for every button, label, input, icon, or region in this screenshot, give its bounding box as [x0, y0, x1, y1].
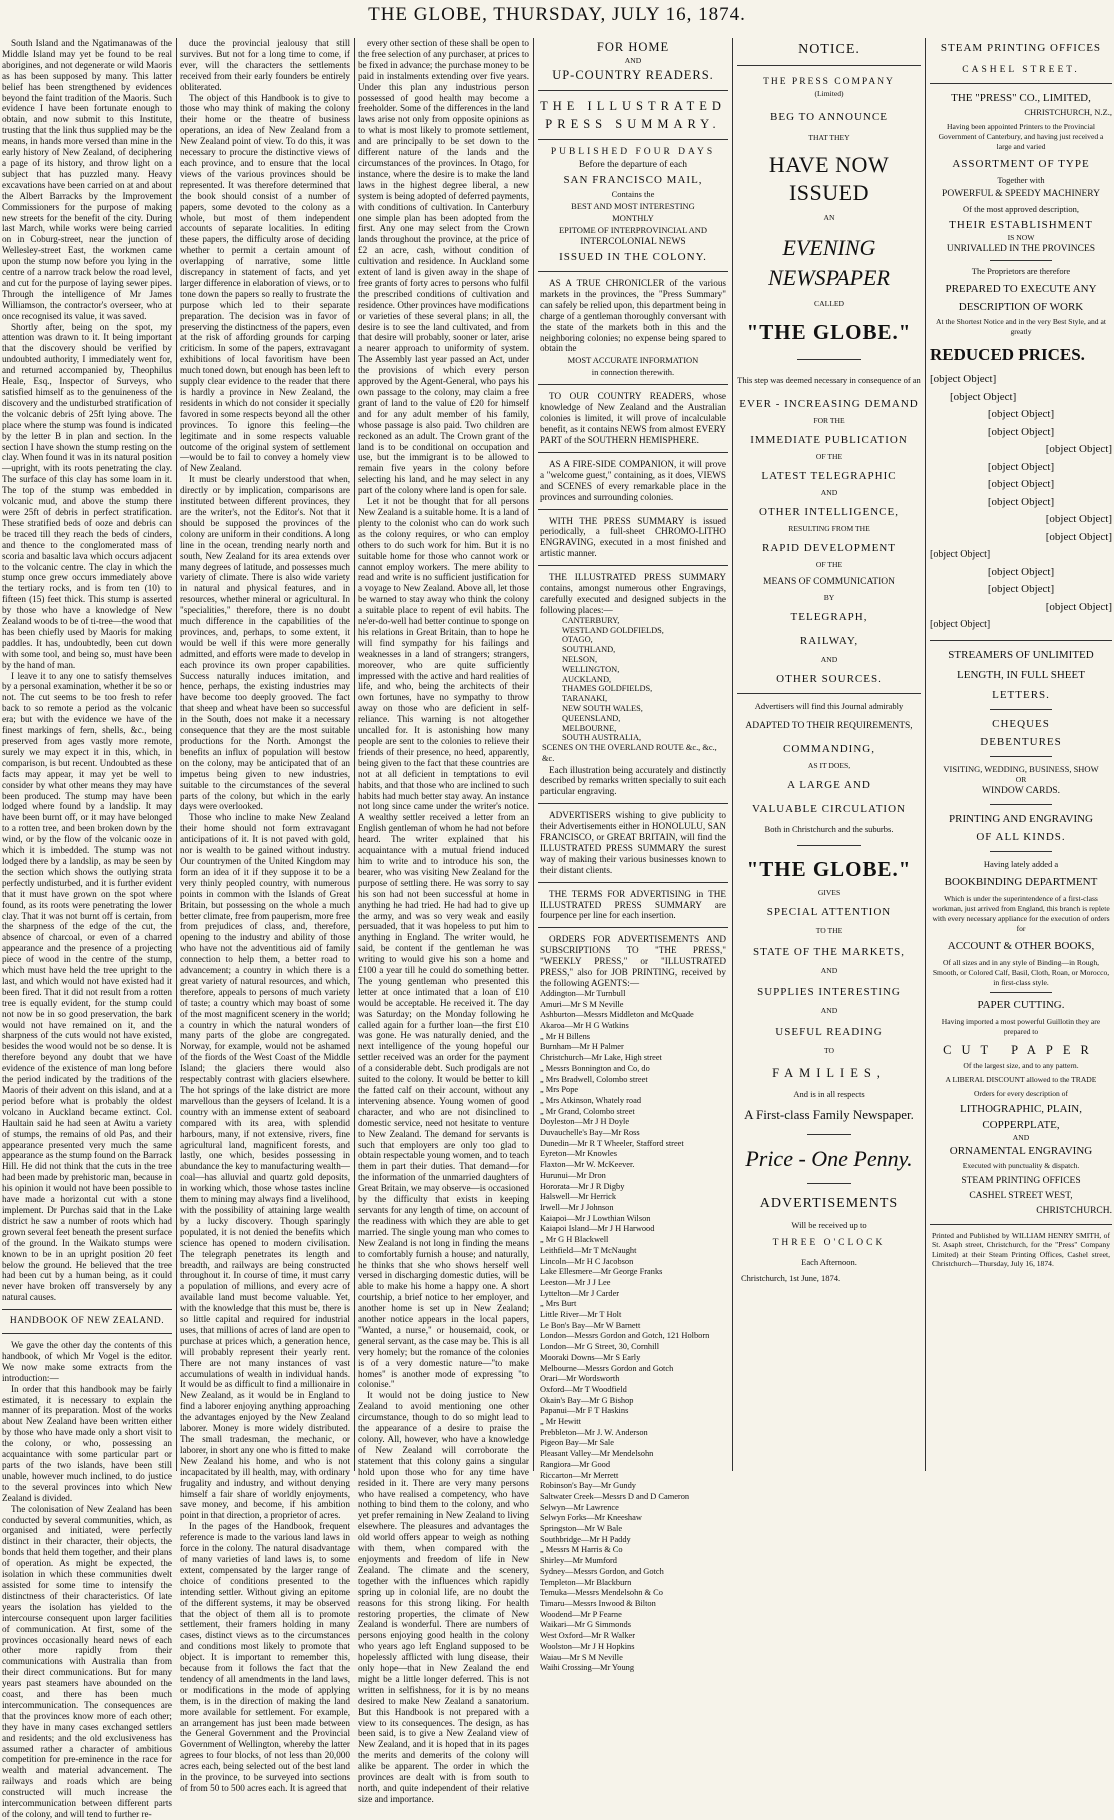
- article-paragraph: Let it not be thought that for all persons New Zealand is a suitable home. It is a land of plenty to the colonist who can do work such as the colony requires, or who can employ others to do such work for him. But it is no suitable home for those who cannot work or cannot employ workers. The mere ability to read and write is no sufficient justification for a voyage to New Zealand. Above all, let those be warned to stay away who think the colony a suitable place to repent of evil habits. The ne'er-do-well had better continue to sponge on his relations in Great Britain, than to hope he will find sympathy for his failings and weaknesses in a land of strangers; strangers, moreover, who are quite sufficiently impressed with the active and hard realities of life, and who, being the architects of their own fortunes, have no sympathy to throw away on those who are deficient in self-reliance. This warning is not altogether uncalled for. It is astonishing how many people are sent to the colonies to relieve their friends of their presence, no heed, apparently, being given to the fact that these countries are not at all deficient in temptations to evil habits, and that those who are inclined to such habits had much better stay away. An instance not long since came under the writer's notice. A wealthy settler received a letter from an English gentleman of whom he had not before heard. The writer explained that his acquaintance with a mutual friend induced him to write and to introduce his son, the bearer, who was visiting New Zealand for the purpose of settling there. He was sorry to say his son had not been successful at home in anything he had tried. He had had to give up the army, and was so very weak and easily persuaded, that it was hopeless to put him to anything in England. The writer would, he said, be content if the gentleman he was writing to would give his son a home and £100 a year till he could do something better. The young gentleman who presented this letter at once intimated that a loan of £10 would be acceptable. He received it. The day was Saturday; on the Monday following he called again for a further loan—the first £10 was gone. He was naturally denied, and the next intelligence of the young hopeful our settler received was an order for the payment of a considerable debt. Such prodigals are not suited to the colony. It would be better to kill the fatted calf on their account, without any intervening absence. Young women of good character, and who are not disinclined to domestic service, need not hesitate to venture to New Zealand. The demand for servants is such that employers are only too glad to obtain respectable young women, and to teach them in part their duties. That demand—for the information of the unmarried daughters of Great Britain, we may observe—is occasioned by the difficulty that exists in keeping servants for any length of time, on account of the readiness with which they are able to get married. The single young man who comes to New Zealand is not long in finding the means to comfortably furnish a house; and naturally, he thinks that she who shows herself well versed in discharging domestic duties, will be able to make his home a happy one. A short courtship, a brief notice to her employer, and another home is set up in New Zealand; another notice appears in the local papers, "Wanted, a nurse," or housemaid, cook, or general servant, as the case may be. This is all very homely; but the romance of the colonies is of a very domestic nature—"to make homes" is another mode of expressing "to colonise.": [358, 496, 529, 1390]
- agent-item: Oxford—Mr T Woodfield: [540, 1384, 627, 1394]
- ad-line: OF THE: [815, 560, 843, 569]
- column-3: [358, 38, 529, 1804]
- agent-item: Kaiapoi—Mr J Lowthian Wilson: [540, 1213, 651, 1223]
- ad-line: COMMANDING,: [783, 743, 875, 755]
- agent-item: Kaiapoi Island—Mr J H Harwood: [540, 1224, 655, 1234]
- agent-item: Christchurch—Mr Lake, High street: [540, 1053, 662, 1063]
- agent-item: „ Mrs Burt: [540, 1299, 577, 1309]
- agent-item: Flaxton—Mr W. McKeever.: [540, 1160, 635, 1170]
- divider: [930, 1224, 1112, 1225]
- agent-item: Little River—Mr T Holt: [540, 1310, 622, 1320]
- ad-line: AND: [624, 56, 642, 65]
- imprint: Printed and Published by WILLIAM HENRY SMITH, of St. Asaph street, Christchurch, for the "Press" Company Limited) at their Steam Printing Offices, Cashel street, Christchurch—Thursday, July 16, 1874.: [932, 1230, 1110, 1268]
- place-item: TARANAKI,: [562, 694, 608, 704]
- agent-item: London—Mr G Street, 30, Cornhill: [540, 1342, 660, 1352]
- divider: [737, 693, 921, 694]
- divider: [990, 260, 1052, 261]
- divider: [990, 756, 1052, 757]
- ad-line: PRINTING AND ENGRAVING: [948, 812, 1094, 825]
- ad-line: POWERFUL & SPEEDY MACHINERY: [942, 189, 1100, 199]
- print-item: [object Object]: [987, 583, 1055, 595]
- ad-line: Having imported a most powerful Guillotin they are prepared to: [941, 1016, 1101, 1036]
- ad-line: RAILWAY,: [799, 635, 859, 647]
- column-rule: [354, 38, 355, 1471]
- column-2: [180, 38, 350, 1793]
- ad-line: OTHER INTELLIGENCE,: [759, 506, 899, 518]
- ad-line: VALUABLE CIRCULATION: [752, 803, 906, 815]
- agent-item: Lincoln—Mr H C Jacobson: [540, 1256, 634, 1266]
- ad-line: TELEGRAPH,: [790, 611, 868, 623]
- article-paragraph: The object of this Handbook is to give to those who may think of making the colony their home or the theatre of business operations, an idea of New Zealand from a New Zealand point of view. To do this, it was necessary to procure the distinctive views of each province, and to ensure that the local views of the various provinces should be represented. It was therefore determined that the book should consist of a number of papers, some devoted to the colony as a whole, but most of them independent accounts of separate localities. In editing these papers, the difficulty arose of deciding whether to permit a certain amount of overlapping of narrative, some little discrepancy in statement of facts, and yet larger difference in elaboration of views, or to tone down the papers so really to frustrate the purpose which led to their separate preparation. The decision was in favor of preserving the distinctness of the papers, even at the risk of affording grounds for carping criticism. In some of the papers, extravagant exhibitions of local favoritism have been much toned down, but enough has been left to supply clear evidence to the reader that there is hardly a province in New Zealand, the residents in which do not consider it specially favored in some respects beyond all the other provinces. To ignore this feeling—the legitimate and in some respects valuable outcome of the original system of settlement—would be to fail to convey a homely view of New Zealand.: [180, 92, 350, 474]
- ad-line: THEIR ESTABLISHMENT: [949, 219, 1093, 231]
- agent-item: „ Mrs Bradwell, Colombo street: [540, 1074, 648, 1084]
- article-paragraph: We gave the other day the contents of this handbook, of which Mr Vogel is the editor. We now make some extracts from the introduction:—: [2, 1340, 172, 1383]
- agent-item: Ashburton—Messrs Middleton and McQuade: [540, 1010, 694, 1020]
- agent-item: Woodend—Mr P Fearne: [540, 1609, 622, 1619]
- divider: [538, 384, 728, 385]
- ad-line: BEG TO ANNOUNCE: [770, 111, 888, 123]
- ad-line: CHRISTCHURCH, N.Z.,: [1024, 107, 1112, 117]
- ad-line: FOR HOME: [596, 40, 670, 54]
- agent-item: „ Mrs Atkinson, Whately road: [540, 1095, 642, 1105]
- print-items: [930, 371, 1112, 634]
- ad-line: RESULTING FROM THE: [788, 524, 870, 533]
- ad-paragraph: AS A FIRE-SIDE COMPANION, it will prove a "welcome guest," containing, as it does, VIEWS and SCENES of every remarkable place in the provinces and surrounding colonies.: [540, 458, 726, 502]
- print-item: [object Object]: [987, 565, 1055, 578]
- place-item: THAMES GOLDFIELDS,: [562, 684, 653, 694]
- place-item: AUCKLAND,: [562, 674, 612, 684]
- column-rule: [533, 38, 534, 1471]
- ad-line: CASHEL STREET.: [962, 65, 1080, 75]
- divider: [930, 83, 1112, 84]
- ad-line: EVER - INCREASING DEMAND: [739, 398, 919, 410]
- ad-line: LENGTH, IN FULL SHEET: [957, 668, 1085, 681]
- print-item: [object Object]: [987, 408, 1055, 420]
- ad-line: AND: [820, 655, 838, 664]
- ad-line: RAPID DEVELOPMENT: [761, 542, 897, 554]
- ad-line: LATEST TELEGRAPHIC: [761, 470, 897, 482]
- agent-item: „ Mr G H Blackwell: [540, 1235, 609, 1245]
- print-item: [object Object]: [950, 390, 1017, 403]
- agent-item: Leithfield—Mr T McNaught: [540, 1245, 637, 1255]
- ad-line: OF ALL KINDS.: [976, 830, 1066, 843]
- divider: [737, 65, 921, 66]
- place-item: OTAGO,: [562, 635, 593, 645]
- ad-line: Of the most approved description,: [963, 204, 1079, 214]
- agent-item: Melbourne—Messrs Gordon and Gotch: [540, 1363, 674, 1373]
- agent-item: Woolston—Mr J H Hopkins: [540, 1641, 635, 1651]
- handbook-heading: HANDBOOK OF NEW ZEALAND.: [9, 1316, 165, 1327]
- ad-line: This step was deemed necessary in consequence of an: [737, 375, 921, 385]
- article-paragraph: In order that this handbook may be fairly estimated, it is necessary to explain the manner of its preparation. Most of the works about New Zealand have been written either by those who have made only a short visit to the colony, or who, possessing an acquaintance with some particular part or parts of the two islands, have been still unable, however much inclined, to do justice to the several provinces into which New Zealand is divided.: [2, 1383, 172, 1503]
- ad-line: STREAMERS OF UNLIMITED: [948, 648, 1094, 661]
- agent-item: Orari—Mr Wordsworth: [540, 1374, 620, 1384]
- article-paragraph: In the pages of the Handbook, frequent reference is made to the various land laws in force in the colony. The natural disadvantage of many varieties of land laws is, to some extent, compensated by the larger range of choice of conditions presented to the intending settler. Without giving an epitome of the different systems, it may be observed that the object of them all is to promote settlement, their framers holding in many cases, distinct views as to the circumstances and conditions most likely to promote that object. It is important to remember this, because from it follows the fact that the tendency of all amendments in the land laws, or modifications in the mode of applying them, is in the direction of making the land more available for settlement. For example, an arrangement has just been made between the General Government and the Provincial Government of Wellington, whereby the latter agrees to four blocks, of not less than 20,000 acres each, being selected out of the best land in the province, to be surveyed into sections of from 50 to 500 acres each. It is agreed that: [180, 1521, 350, 1793]
- ad-line: Of the largest size, and to any pattern.: [963, 1060, 1079, 1070]
- ad-line: CHRISTCHURCH.: [1036, 1205, 1112, 1216]
- ad-line: THREE O'CLOCK: [772, 1238, 886, 1248]
- ad-title: STEAM PRINTING OFFICES: [940, 42, 1102, 54]
- ad-line: Executed with punctuality & dispatch.: [962, 1160, 1080, 1170]
- ad-line: ASSORTMENT OF TYPE: [952, 158, 1090, 170]
- agent-item: Papanui—Mr F T Haskins: [540, 1406, 629, 1416]
- divider: [990, 709, 1052, 710]
- column-1: [2, 38, 172, 1819]
- globe-notice-ad: [737, 38, 921, 1473]
- ad-line: Before the departure of each: [578, 160, 688, 170]
- ad-line: FOR THE: [813, 416, 845, 425]
- divider: [538, 90, 728, 91]
- agent-item: Eyreton—Mr Knowles: [540, 1149, 617, 1159]
- print-item: [object Object]: [930, 549, 991, 560]
- divider: [797, 845, 861, 846]
- ad-line: MOST ACCURATE INFORMATION: [567, 355, 699, 366]
- article-paragraph: Shortly after, being on the spot, my attention was drawn to it. It being important that the discovery should be verified by undoubted authority, I immediately went for, and returned accompanied by, Theophilus Heale, Esq., Inspector of Surveys, who satisfied himself as to the genuineness of the discovery and the undisturbed stratification of the volcanic debris of 25ft lying above. The place where the stump was found is indicated by the letter B in plan and section. In the section I have shown the stump resting on the clay. When found it was in its natural position—upright, with its roots penetrating the clay. The surface of this clay has some loam in it. The top of the stump was embedded in volcanic mud, and above the stump there were 25ft of debris in perfect stratification. These stratified beds of ooze and debris can be traced till they reach the beds of cinders, and thence to the conglomerated mass of scoria and basaltic lava which occurs adjacent to the volcanic centre. The clay in which the stump once grew occurs immediately above the tertiary rocks, and is from ten (10) to fifteen (15) feet thick. This stump is asserted by those who have a knowledge of New Zealand woods to be of ti-tree—the wood that has been chiefly used by Maoris for making paddles. It has, undoubtedly, been cut down with some tool, and being so, must have been by the hand of man.: [2, 321, 172, 670]
- ad-line: SPECIAL ATTENTION: [766, 906, 892, 918]
- ad-headline: REDUCED PRICES.: [930, 345, 1085, 364]
- ad-line: ADAPTED TO THEIR REQUIREMENTS,: [745, 721, 913, 731]
- print-item: [object Object]: [1045, 513, 1112, 525]
- agent-item: „ Mrs Pope: [540, 1085, 579, 1095]
- article-paragraph: It must be clearly understood that when, directly or by implication, comparisons are instituted between different provinces, they are the writer's, not the Editor's. Not that it should be supposed the provinces of the colony are uniform in their conditions. A long line in the ocean, trending nearly north and south, New Zealand for its area extends over many degrees of latitude, and possesses much variety of climate. There is also wide variety in natural and physical features, and in resources, whether mineral or agricultural. In "specialities," therefore, there is no doubt much difference in the capabilities of the provinces, and, perhaps, to some extent, it would be well if this were more generally admitted, and efforts were made to develop in each province its own proper capabilities. Success naturally induces imitation, and hence, perhaps, the existing industries may have become too deeply grooved. The fact that sheep and wheat have been so successful in the South, does not make it a necessary consequence that they are the most suitable productions for the North. Amongst the benefits an influx of population will bestow on the colony, may be anticipated that of an impetus being given to new industries, suitable to the circumstances of the several parts of the colony, but which in the early days were overlooked.: [180, 474, 350, 812]
- place-item: QUEENSLAND,: [562, 713, 621, 723]
- ad-line: SUPPLIES INTERESTING: [757, 986, 901, 998]
- agent-item: Hurunui—Mr Dron: [540, 1170, 606, 1180]
- print-item: [object Object]: [930, 619, 991, 630]
- ad-line: LITHOGRAPHIC, PLAIN,: [960, 1102, 1082, 1115]
- agent-item: Waiau—Mr S M Neville: [540, 1652, 623, 1662]
- ad-line: COPPERPLATE,: [982, 1118, 1060, 1131]
- ad-line: DESCRIPTION OF WORK: [958, 301, 1084, 313]
- column-rule: [176, 38, 177, 1471]
- agent-item: Riccarton—Mr Merrett: [540, 1470, 619, 1480]
- ad-line: STEAM PRINTING OFFICES: [961, 1175, 1081, 1186]
- agent-item: Burnham—Mr H Palmer: [540, 1042, 624, 1052]
- ad-line: BEST AND MOST INTERESTING: [571, 201, 695, 211]
- ad-line: LETTERS.: [992, 688, 1050, 701]
- ad-line: UNRIVALLED IN THE PROVINCES: [946, 244, 1096, 254]
- print-item: [object Object]: [987, 495, 1055, 508]
- globe-title: "THE GLOBE.": [746, 320, 912, 344]
- ad-line: in connection therewith.: [591, 367, 675, 378]
- ad-line: At the Shortest Notice and in the very Best Style, and at greatly: [936, 317, 1106, 336]
- column-rule: [732, 38, 733, 1471]
- divider: [2, 1333, 172, 1334]
- divider: [930, 640, 1112, 641]
- agent-item: Prebbleton—Mr J. W. Anderson: [540, 1427, 648, 1437]
- agent-item: Temuka—Messrs Mendelsohn & Co: [540, 1588, 663, 1598]
- agent-item: „ Mr H Billens: [540, 1031, 591, 1041]
- article-paragraph: duce the provincial jealousy that still survives. But not for a long time to come, if ever, will the characters the settlements received from their early founders be entirely obliterated.: [180, 38, 350, 92]
- ad-paragraph: ORDERS FOR ADVERTISEMENTS AND SUBSCRIPTIONS TO "THE PRESS," "WEEKLY PRESS," or "ILLUSTRATED PRESS," also for JOB PRINTING, received by the following AGENTS:—: [540, 934, 726, 989]
- print-item: [object Object]: [987, 478, 1055, 490]
- ad-paragraph: THE TERMS FOR ADVERTISING in THE ILLUSTRATED PRESS SUMMARY are fourpence per line for each insertion.: [540, 888, 726, 921]
- ad-line: A LIBERAL DISCOUNT allowed to the TRADE: [945, 1074, 1097, 1084]
- agent-item: Timaru—Messrs Inwood & Bilton: [540, 1599, 656, 1608]
- print-item: [object Object]: [987, 460, 1055, 473]
- scenes-line: SCENES ON THE OVERLAND ROUTE &c., &c., &c.: [542, 743, 717, 763]
- ad-line: AN: [823, 213, 835, 222]
- globe-title: "THE GLOBE.": [746, 857, 912, 881]
- place-item: WELLINGTON,: [562, 664, 620, 674]
- article-paragraph: The colonisation of New Zealand has been conducted by several communities, which, as organised and initiated, were perfectly distinct in their character, their objects, the bonds that held them together, and their plans of operation. As might be expected, the isolation in which these communities dwelt assisted for some time to intensify the distinctness of their characteristics. Of late years the isolation has yielded to the intercourse consequent upon larger facilities of communication. At first, some of the provinces occasionally heard news of each other more rapidly from their communications with Australia than from their direct communications. But for many years past steamers have abounded on the coast, and there has been much intercommunication. The consequences are that the provinces know more of each other; they have in many cases exchanged settlers and residents; and the old exclusiveness has assumed rather a character of ambitious competition for pre-eminence in the race for wealth and material advancement. The railways and roads which are being constructed will much increase the intercommunication between different parts of the colony, and will tend to further re-: [2, 1503, 172, 1819]
- article-paragraph: Those who incline to make New Zealand their home should not form extravagant anticipations of it. It is not paved with gold, nor is wealth to be gained without industry. Our countrymen of the United Kingdom may form an idea of it if they suppose it to be a very thinly peopled country, with numerous points in common with the Islands of Great Britain, but possessing on the whole a much better climate, free from pauperism, more free from prejudices of class, and, therefore, opening to the industry and ability of those who have not the adventitious aid of family connection to help them, a better road to advancement; a country in which there is a great variety of natural resources, and which, therefore, appeals to persons of much variety of taste; a country which may boast of some of the most magnificent scenery in the world; a country in which the natural wonders of many parts of the globe are congregated. Norway, for example, would not be ashamed of the fiords of the West Coast of the Middle Island; the glaciers there would also respectably contrast with glaciers elsewhere. The hot springs of the lake district are more marvellous than the geysers of Iceland. It is a country with an immense extent of seaboard compared with its area, with splendid harbours, many, if not extensive, rivers, fine agricultural land, magnificent forests, and lastly, one which, besides possessing in abundance the key to manufacturing wealth—coal—has alluvial and quartz gold deposits, in working which, those whose tastes incline them to mining may always find a livelihood, with the possibility of attaining large wealth by a lucky discovery. Though sparingly populated, it is not denied the benefits which science has opened to modern civilisation. The telegraph penetrates its length and breadth, and railways are being constructed throughout it. In course of time, it must carry a population of millions, and every acre of available land must become valuable. Yet, with the knowledge that this must be, there is so little capital and required for industrial uses, that millions of acres of land are open to purchase at prices which, a generation hence, will probably represent their yearly rent. There are not many instances of vast accumulations of wealth in individual hands. It would be as difficult to find a millionaire in New Zealand, as it would be in England to find a laborer enjoying anything approaching the advantages enjoyed by the New Zealand laborer. Money is more widely distributed. The small tradesman, the mechanic, or laborer, in short any one who is fitted to make New Zealand his home, and who is not incapacitated by ill health, may, with ordinary frugality and industry, and without denying himself a fair share of worldly enjoyments, save money, and become, if his ambition point in that direction, a proprietor of acres.: [180, 812, 350, 1521]
- places-list: [538, 616, 728, 743]
- ad-line: BY: [823, 593, 835, 602]
- agent-item: London—Messrs Gordon and Gotch, 121 Holborn: [540, 1331, 710, 1341]
- divider: [538, 803, 728, 804]
- place-item: SOUTH AUSTRALIA,: [562, 733, 642, 743]
- ad-line: THE PRESS COMPANY: [763, 77, 895, 87]
- ad-line: MEANS OF COMMUNICATION: [763, 577, 895, 587]
- ad-line: ORNAMENTAL ENGRAVING: [949, 1144, 1093, 1157]
- place-item: NELSON,: [562, 654, 598, 664]
- ad-line: CALLED: [814, 299, 844, 308]
- agent-item: Addington—Mr Turnbull: [540, 988, 626, 998]
- ad-line: Having been appointed Printers to the Provincial Government of Canterbury, and having just received a large and varied: [938, 122, 1104, 151]
- ad-line: AND: [820, 488, 838, 497]
- agent-item: Waikari—Mr G Simmonds: [540, 1620, 631, 1630]
- divider: [990, 851, 1052, 852]
- divider: [538, 452, 728, 453]
- ad-headline: HAVE NOW ISSUED: [768, 152, 890, 205]
- print-item: [object Object]: [930, 373, 997, 385]
- agent-item: Hororata—Mr J R Digby: [540, 1181, 625, 1191]
- ad-line: Which is under the superintendence of a first-class workman, just arrived from England, this branch is replete with every necessary appliance for the execution of orders for: [932, 893, 1110, 933]
- agent-item: Duvauchelle's Bay—Mr Ross: [540, 1128, 640, 1138]
- ad-line: Of all sizes and in any style of Binding—in Rough, Smooth, or Colored Calf, Basil, Cloth, Roan, or Morocco, in first-class style.: [932, 957, 1110, 987]
- divider: [538, 509, 728, 510]
- ad-line: GIVES: [817, 888, 841, 897]
- ad-line: Orders for every description of: [973, 1088, 1069, 1098]
- agent-item: Robinson's Bay—Mr Gundy: [540, 1481, 636, 1491]
- ad-line: VISITING, WEDDING, BUSINESS, SHOW: [943, 763, 1099, 774]
- ad-line: OR: [1015, 774, 1027, 784]
- agent-item: Shirley—Mr Mumford: [540, 1556, 617, 1566]
- divider: [990, 804, 1052, 805]
- press-summary-ad: [538, 38, 728, 1673]
- place-item: WESTLAND GOLDFIELDS,: [562, 625, 664, 635]
- print-item: [object Object]: [987, 425, 1055, 438]
- agent-item: „ Mr Grand, Colombo street: [540, 1106, 635, 1116]
- ad-line: Having lately added a: [983, 858, 1059, 869]
- column-rule: [925, 38, 926, 1471]
- place-item: MELBOURNE,: [562, 723, 617, 733]
- agent-item: Halswell—Mr Herrick: [540, 1192, 617, 1202]
- ad-line: Each Afternoon.: [801, 1257, 857, 1267]
- ad-paragraph: THE ILLUSTRATED PRESS SUMMARY contains, amongst numerous other Engravings, carefully executed and designed subjects in the following places:—: [540, 572, 726, 615]
- ad-line: EPITOME OF INTERPROVINCIAL AND: [558, 225, 708, 235]
- agent-item: Akaroa—Mr H G Watkins: [540, 1021, 629, 1031]
- divider: [538, 882, 728, 883]
- place-item: CANTERBURY,: [562, 615, 620, 625]
- agent-item: „ Messrs Bonnington and Co, do: [540, 1063, 650, 1073]
- article-paragraph: I leave it to any one to satisfy themselves by a personal examination, whether it be so or not. The cut seems to be too fresh to refer back to so remote a period as the volcanic era; but with the evidence we have of the finest markings of fern, shells, &c., being preserved from ages vastly more remote, surely we may expect it in this, which, in comparison, is but recent. Undoubted as these facts may appear, it may yet be well to consider by what other means they may have been produced. The stump may have been lodged where found by a landslip. It may have been burnt off, or it may have belonged to a rotten tree, and been broken down by the wind, or by the flow of the volcanic ooze in which it is imbedded. The stump was not lodged there by a landslip, as may be seen by the section which shows the outlying strata perfectly undisturbed, and it is further evident that it must have grown on the spot where found, as its roots were penetrating the lower clay. That it was not burnt off is certain, from the sharpness of the edge of the cut, the absence of charcoal, or even of a charred appearance and the presence of a projecting piece of wood in the centre of the stump, which must have held the tree upright to the last, and which would not have existed had it been fired. That it did not result from a rotten tree is equally evident, for the stump could not now be in so good preservation, the bark would not have remained on it, and the sharpness of the cuts would not have existed, besides the wood would not be so dense. It is therefore beyond any doubt that we have evidence of the existence of man long before the period indicated by the traditions of the Maoris of their advent on this island, and at a period before what is probably the oldest volcano in Auckland became extinct. Col. Haultain said he had seen at Awitu a variety of stumps, the remains of old Pas, and their appearance presented very much the same appearance as the stump found on the Barrack Hill. He did not think that the cuts in the tree had been made by prehistoric man, because in his opinion it would not have been possible to have made a horizontal cut with a stone implement. Dr Purchas said that in the Lake district he saw a number of roots which had grown several feet beneath the present surface of the ground. In the Waikato stumps were known to be in an upright position 20 feet below the ground. He believed that the tree had been cut by a human being, as it could never have broken off transversely by any natural causes.: [2, 670, 172, 1303]
- agents-list: [538, 989, 728, 1674]
- ad-line: IMMEDIATE PUBLICATION: [750, 434, 908, 446]
- ad-line: ISSUED IN THE COLONY.: [559, 251, 707, 263]
- notice-heading: NOTICE.: [798, 42, 860, 57]
- divider: [538, 271, 728, 272]
- agent-item: Rangiora—Mr Good: [540, 1459, 611, 1469]
- agent-item: Selwyn—Mr Lawrence: [540, 1502, 619, 1512]
- divider: [538, 927, 728, 928]
- ad-line: AND: [820, 966, 838, 975]
- ad-line: Will be received up to: [791, 1220, 867, 1230]
- ad-headline: EVENING NEWSPAPER: [768, 235, 890, 290]
- divider: [797, 359, 861, 360]
- ad-line: ADVERTISEMENTS: [759, 1196, 899, 1211]
- ad-line: AND: [820, 1006, 838, 1015]
- divider: [538, 565, 728, 566]
- agent-item: Mooraki Downs—Mr S Early: [540, 1352, 641, 1362]
- ad-line: STATE OF THE MARKETS,: [753, 946, 905, 958]
- divider: [538, 139, 728, 140]
- agent-item: Amuri—Mr S M Neville: [540, 999, 624, 1009]
- price-line: Price - One Penny.: [745, 1146, 913, 1171]
- ad-line: TO: [824, 1046, 834, 1055]
- agent-item: Irwell—Mr J Johnson: [540, 1202, 614, 1212]
- ad-line: OTHER SOURCES.: [776, 673, 882, 685]
- ad-line: Advertisers will find this Journal admirably: [754, 701, 904, 711]
- ad-line: DEBENTURES: [980, 735, 1062, 748]
- agent-item: Sydney—Messrs Gordon, and Gotch: [540, 1566, 664, 1576]
- ad-line: A LARGE AND: [787, 779, 871, 791]
- agent-item: Southbridge—Mr H Paddy: [540, 1534, 631, 1544]
- ad-line: ACCOUNT & OTHER BOOKS,: [947, 939, 1095, 952]
- ad-line: And is in all respects: [793, 1089, 865, 1099]
- ad-line: The Proprietors are therefore: [971, 266, 1071, 276]
- agent-item: Pigeon Bay—Mr Sale: [540, 1438, 614, 1448]
- ad-line: FAMILIES,: [772, 1066, 886, 1080]
- ad-line: A First-class Family Newspaper.: [744, 1107, 914, 1122]
- agent-item: Lake Ellesmere—Mr George Franks: [540, 1267, 663, 1277]
- ad-line: BOOKBINDING DEPARTMENT: [944, 875, 1098, 888]
- place-item: NEW SOUTH WALES,: [562, 703, 643, 713]
- ad-date: Christchurch, 1st June, 1874.: [741, 1273, 841, 1283]
- print-item: [object Object]: [1045, 600, 1112, 613]
- printing-offices-ad: [930, 38, 1112, 1473]
- ad-line: SAN FRANCISCO MAIL,: [563, 174, 703, 186]
- ad-line: INTERCOLONIAL NEWS: [580, 237, 686, 247]
- ad-line: CHEQUES: [992, 717, 1050, 730]
- ad-line: Both in Christchurch and the suburbs.: [764, 824, 894, 834]
- agent-item: Dunedin—Mr R T Wheeler, Stafford street: [540, 1138, 684, 1148]
- ad-line: PREPARED TO EXECUTE ANY: [945, 283, 1097, 295]
- ad-line: Contains the: [611, 189, 655, 199]
- divider: [2, 1309, 172, 1310]
- ad-paragraph: AS A TRUE CHRONICLER of the various markets in the provinces, the "Press Summary" can safely be relied upon, this department being in charge of a gentleman thoroughly conversant with the state of the markets both in this and the neighboring colonies; no expense being spared to obtain the: [540, 278, 726, 354]
- masthead: THE GLOBE, THURSDAY, JULY 16, 1874.: [368, 4, 746, 25]
- agent-item: „ Mr Hewitt: [540, 1417, 581, 1427]
- article-paragraph: every other section of these shall be open to the free selection of any purchaser, at prices to be fixed in advance; the purchase money to be paid in instalments extending over five years. Under this plan any industrious person possessed of good health may become a freeholder. Some of the differences in the land laws arise not only from opposite opinions as to what is most likely to promote settlement, and are principally to be set down to the different nature of the lands and the circumstances of the provinces. In Otago, for instance, where the desire is to make the land laws in the highest degree liberal, a new system is being adopted of deferred payments, with conditions of cultivation. In Canterbury one simple plan has been adopted from the first. Any one may select from the Crown lands throughout the province, at the price of £2 an acre, cash, without condition of cultivation and residence. In Auckland some extent of land is given away in the shape of free grants of forty acres to persons who fulfil the prescribed conditions of cultivation and residence. Other provinces have modifications or varieties of these several plans; in all, the desire is to see the land cultivated, and from that desire will probably, sooner or later, arise a nearer approach to uniformity of system. The Assembly last year passed an Act, under the provisions of which every person approved by the Agent-General, who pays his own passage to the colony, may claim a free grant of land to the value of £20 for himself and for any adult member of his family, whose passage is also paid. Two children are reckoned as an adult. The Crown grant of the land is to be conditional on occupation and use, but the immigrant is to be allowed to remain five years in the colony before selecting his land, and he may select in any part of the colony where land is open for sale.: [358, 38, 529, 496]
- ad-title: PRESS SUMMARY.: [545, 117, 721, 131]
- agent-item: Saltwater Creek—Messrs D and D Cameron: [540, 1491, 690, 1501]
- ad-line: IS NOW: [1007, 233, 1035, 242]
- ad-line: CASHEL STREET WEST,: [969, 1190, 1073, 1201]
- agent-item: Le Bon's Bay—Mr W Barnett: [540, 1320, 641, 1330]
- agent-item: Springston—Mr W Bale: [540, 1524, 623, 1534]
- ad-paragraph: WITH THE PRESS SUMMARY is issued periodically, a full-sheet CHROMO-LITHO ENGRAVING, executed in a most finished and artistic manner.: [540, 515, 726, 559]
- article-paragraph: It would not be doing justice to New Zealand to avoid mentioning one other circumstance, though to do so might lead to the appearance of a desire to praise the colony. All, however, who have a knowledge of New Zealand will corroborate the statement that this colony gains a singular hold upon those who for any time have resided in it. There are very many persons who have realised a competency, who have nothing to bind them to the colony, and who yet prefer remaining in New Zealand to living elsewhere. The pleasures and advantages the old world offers appear to weigh as nothing with them, when compared with the enjoyments and freedom of life in New Zealand. The climate and the scenery, together with the influences which rapidly spring up in colonial life, are no doubt the reasons for this strong liking. For health restoring properties, the climate of New Zealand is wonderful. There are numbers of persons enjoying good health in the colony who years ago left England supposed to be hopelessly afflicted with lung disease, their only hope—that in New Zealand the end might be a little longer deferred. This is not written in selfishness, for it is by no means desired to make New Zealand a sanatorium. But this Handbook is not prepared with a view to its consequences. The design, as has been said, is to give a New Zealand view of New Zealand, and it is hoped that in its pages the merits and demerits of the colony will alike be apparent. The order in which the provinces are dealt with is from south to north, and quite independent of their relative size and importance.: [358, 1390, 529, 1804]
- ad-paragraph: Each illustration being accurately and distinctly described by remarks written specially to suit each particular engraving.: [540, 764, 726, 797]
- agent-item: Waihi Crossing—Mr Young: [540, 1663, 635, 1673]
- ad-line: TO THE: [815, 926, 843, 935]
- print-item: [object Object]: [1045, 530, 1112, 543]
- divider: [807, 1134, 851, 1135]
- ad-line: AS IT DOES,: [807, 761, 851, 770]
- ad-line: OF THE: [815, 452, 843, 461]
- ad-line: MONTHLY: [612, 213, 654, 223]
- agent-item: Doyleston—Mr J H Doyle: [540, 1117, 630, 1127]
- ad-line: AND: [1012, 1132, 1030, 1142]
- ad-line: THE "PRESS" CO., LIMITED,: [951, 92, 1091, 104]
- print-item: [object Object]: [1045, 443, 1112, 455]
- divider: [990, 992, 1052, 993]
- agent-item: Templeton—Mr Blackburn: [540, 1577, 632, 1587]
- place-item: SOUTHLAND,: [562, 645, 616, 655]
- agent-item: Leeston—Mr J J Lee: [540, 1277, 611, 1287]
- agent-item: Okain's Bay—Mr G Bishop: [540, 1395, 634, 1405]
- article-paragraph: South Island and the Ngatimanawas of the Middle Island may yet be found to be real aborigines, and not degenerate or wild Maoris as has been supposed by many. This latter belief has been strengthened by evidences beyond the faint tradition of the Maoris. Such evidence I have been fortunate enough to obtain, and now submit to this Institute, trusting that the link thus supplied may be the means, in hands more versed than mine in the early history of New Zealand, of deciphering a page of its history, and throw light on a subject that has puzzled many. Heavy excavations have been carried on at and about the Albert Barracks by the Improvement Commissioners for the purpose of making new streets for the benefit of the city. During last March, while works were being carried on in Coburg-street, near the junction of Wellesley-street East, the workmen came upon the stump now before you lying in the centre of a narrow track below the road level, and cut for the purpose of laying sewer pipes. Through the intelligence of Mr James Williamson, the contractor's overseer, who at once recognised its value, it was saved.: [2, 38, 172, 321]
- ad-line: PAPER CUTTING.: [977, 998, 1065, 1011]
- ad-paragraph: TO OUR COUNTRY READERS, whose knowledge of New Zealand and the Australian colonies is limited, it will prove of incalculable benefit, as it contains NEWS from almost EVERY PART of the SOUTHERN HEMISPHERE.: [540, 391, 726, 445]
- agent-item: Selwyn Forks—Mr Kneeshaw: [540, 1513, 642, 1523]
- ad-line: USEFUL READING: [775, 1026, 883, 1038]
- ad-line: UP-COUNTRY READERS.: [552, 68, 714, 82]
- divider: [807, 1183, 851, 1184]
- ad-title: THE ILLUSTRATED: [540, 99, 726, 113]
- agent-item: West Oxford—Mr R Walker: [540, 1631, 636, 1641]
- ad-paragraph: ADVERTISERS wishing to give publicity to their Advertisements either in HONOLULU, SAN FRANCISCO, or GREAT BRITAIN, will find the ILLUSTRATED PRESS SUMMARY the surest way of making their various businesses known to their distant clients.: [540, 810, 726, 875]
- ad-line: THAT THEY: [808, 133, 850, 142]
- ad-line: Together with: [997, 175, 1045, 185]
- agent-item: Pleasant Valley—Mr Mendelsohn: [540, 1449, 654, 1459]
- agent-item: „ Messrs M Harris & Co: [540, 1545, 623, 1555]
- ad-line: (Limited): [814, 89, 844, 98]
- ad-line: CUT PAPER: [943, 1042, 1099, 1057]
- ad-line: PUBLISHED FOUR DAYS: [550, 147, 716, 157]
- ad-line: WINDOW CARDS.: [982, 785, 1060, 796]
- agent-item: Lyttelton—Mr J Carder: [540, 1288, 620, 1298]
